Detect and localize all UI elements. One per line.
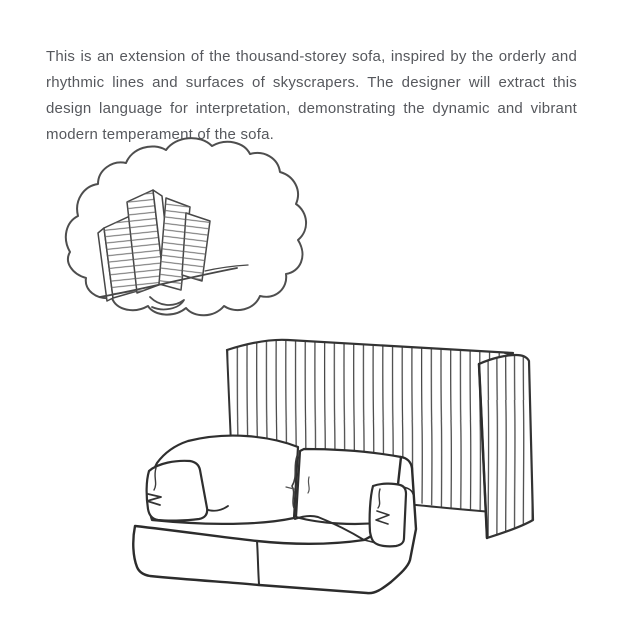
- sofa-armrest-pillow-right: [370, 484, 406, 547]
- paragraph-line: This is an extension of the thousand-storey sofa, inspired by the orderly and: [46, 48, 577, 65]
- sofa-sketch: [133, 436, 416, 594]
- thought-cloud: [66, 138, 306, 315]
- screen-side-wing: [479, 353, 533, 538]
- paragraph-line: rhythmic lines and surfaces of skyscrapers. The designer will extract this: [46, 74, 577, 91]
- paragraph-line: design language for interpretation, demonstrating the dynamic and vibrant: [46, 100, 577, 117]
- sofa-armrest-pillow-left: [147, 461, 208, 521]
- paragraph-line: modern temperament of the sofa.: [46, 126, 274, 143]
